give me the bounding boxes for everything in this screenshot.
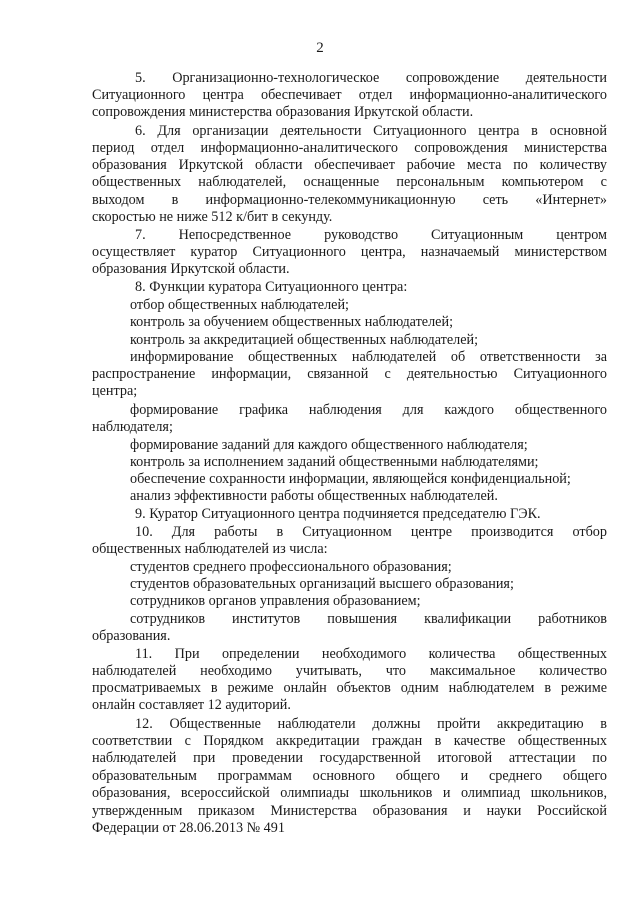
text-line: Федерации от 28.06.2013 № 491 [92,820,285,836]
text-line: контроль за обучением общественных наблюдателей; [130,314,454,330]
text-line: распространение информации, связанной с деятельностью Ситуационного [92,366,607,382]
text-line: 6. Для организации деятельности Ситуационного центра в основной [135,123,607,139]
text-line: соответствии с Порядком аккредитации граждан в качестве общественных [92,733,607,749]
text-line: наблюдателей необходимо учитывать, что максимальное количество [92,663,607,679]
text-line: образовательным программам основного общего и среднего общего [92,768,607,784]
text-line: 10. Для работы в Ситуационном центре производится отбор [135,524,607,540]
text-line: скоростью не ниже 512 к/бит в секунду. [92,209,333,225]
text-line: сотрудников органов управления образованием; [130,593,421,609]
text-line: 8. Функции куратора Ситуационного центра: [135,279,408,295]
text-line: анализ эффективности работы общественных наблюдателей. [130,488,498,504]
text-line: 5. Организационно-технологическое сопровождение деятельности [135,70,607,86]
text-line: образования. [92,628,171,644]
text-line: студентов образовательных организаций высшего образования; [130,576,514,592]
text-line: центра; [92,383,138,399]
text-line: формирование заданий для каждого общественного наблюдателя; [130,437,528,453]
text-line: образования Иркутской области. [92,261,290,277]
text-line: образования Иркутской области обеспечивает рабочие места по количеству [92,157,607,173]
text-line: наблюдателей при проведении государственной итоговой аттестации по [92,750,607,766]
text-line: формирование графика наблюдения для каждого общественного [130,402,607,418]
text-line: просматриваемых в режиме онлайн объектов одним наблюдателем в режиме [92,680,607,696]
text-line: сопровождения министерства образования Иркутской области. [92,104,474,120]
text-line: общественных наблюдателей из числа: [92,541,328,557]
text-line: выходом в информационно-телекоммуникационную сеть «Интернет» [92,192,607,208]
text-line: отбор общественных наблюдателей; [130,297,349,313]
text-line: 11. При определении необходимого количества общественных [135,646,607,662]
text-line: обеспечение сохранности информации, являющейся конфиденциальной; [130,471,571,487]
page-number: 2 [316,40,324,56]
text-line: Ситуационного центра обеспечивает отдел информационно-аналитического [92,87,607,103]
text-line: наблюдателя; [92,419,173,435]
text-line: образования, всероссийской олимпиады школьников и олимпиад школьников, [92,785,607,801]
text-line: контроль за исполнением заданий общественными наблюдателями; [130,454,539,470]
text-line: осуществляет куратор Ситуационного центра, назначаемый министерством [92,244,607,260]
text-line: студентов среднего профессионального образования; [130,559,452,575]
text-line: утвержденным приказом Министерства образования и науки Российской [92,803,607,819]
text-line: сотрудников институтов повышения квалификации работников [130,611,607,627]
text-line: онлайн составляет 12 аудиторий. [92,697,291,713]
text-line: 7. Непосредственное руководство Ситуационным центром [135,227,607,243]
text-line: информирование общественных наблюдателей об ответственности за [130,349,607,365]
text-line: 12. Общественные наблюдатели должны пройти аккредитацию в [135,716,607,732]
text-line: период отдел информационно-аналитического сопровождения министерства [92,140,607,156]
text-line: общественных наблюдателей, оснащенные персональным компьютером с [92,174,607,190]
text-line: 9. Куратор Ситуационного центра подчиняется председателю ГЭК. [135,506,541,522]
text-line: контроль за аккредитацией общественных наблюдателей; [130,332,479,348]
